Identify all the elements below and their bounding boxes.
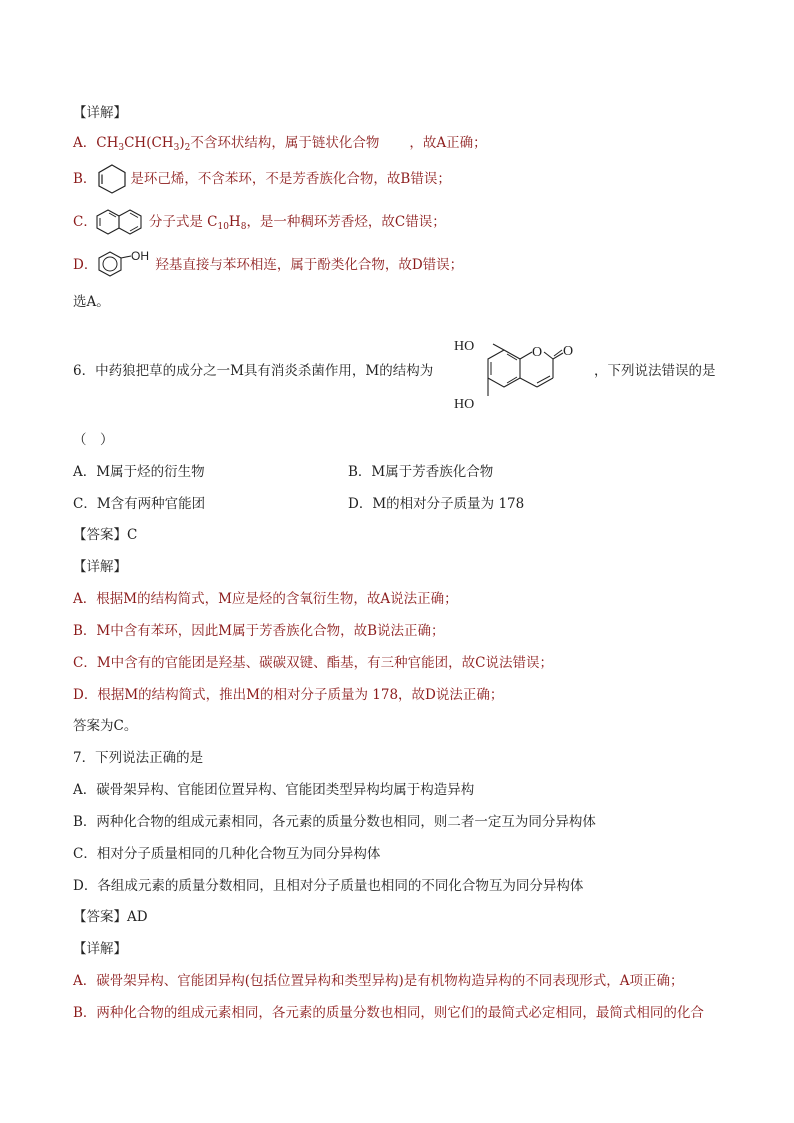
phenol-structure-icon bbox=[96, 249, 156, 279]
carbonyl-oxygen-label: O bbox=[563, 344, 574, 359]
q6-stem-part1: 6．中药狼把草的成分之一M具有消炎杀菌作用，M的结构为 bbox=[73, 363, 434, 379]
q6-option-b: B．M属于芳香族化合物 bbox=[348, 464, 494, 480]
option-a-explanation: A．$CH_3CH(CH_3)_2$不含环状结构，属于链状化合物 ，故A正确； bbox=[73, 135, 487, 153]
option-d-explanation: D． 羟基直接与苯环相连，属于酚类化合物，故D错误； bbox=[73, 257, 464, 273]
naphthalene-structure-icon bbox=[96, 207, 144, 237]
q6-explain-d: D．根据M的结构简式，推出M的相对分子质量为 178，故D说法正确； bbox=[73, 687, 504, 703]
q6-answer: 【答案】C bbox=[73, 527, 138, 543]
conclusion-1: 选A。 bbox=[73, 294, 110, 310]
detail-heading: 【详解】 bbox=[73, 105, 127, 121]
q6-detail-heading: 【详解】 bbox=[73, 559, 127, 575]
q7-answer: 【答案】AD bbox=[73, 909, 148, 925]
ho-label-top: HO bbox=[454, 339, 475, 354]
option-b-explanation: B． 是环己烯，不含苯环，不是芳香族化合物，故B错误； bbox=[73, 171, 451, 187]
ring-oxygen-label: O bbox=[532, 345, 543, 360]
q7-option-b: B．两种化合物的组成元素相同，各元素的质量分数也相同，则二者一定互为同分异构体 bbox=[73, 814, 596, 830]
q6-paren: （ ） bbox=[73, 432, 114, 448]
q6-explain-a: A．根据M的结构简式，M应是烃的含氧衍生物，故A说法正确； bbox=[73, 591, 458, 607]
q6-explain-c: C．M中含有的官能团是羟基、碳碳双键、酯基，有三种官能团，故C说法错误； bbox=[73, 655, 553, 671]
q7-stem: 7．下列说法正确的是 bbox=[73, 750, 204, 766]
q7-option-c: C．相对分子质量相同的几种化合物互为同分异构体 bbox=[73, 846, 381, 862]
q7-explain-a: A．碳骨架异构、官能团异构(包括位置异构和类型异构)是有机物构造异构的不同表现形式，A项正确； bbox=[73, 973, 684, 989]
option-c-explanation: C． 分子式是 $C_{10}H_8$，是一种稠环芳香烃，故C错误； bbox=[73, 214, 446, 232]
q6-explain-b: B．M中含有苯环，因此M属于芳香族化合物，故B说法正确； bbox=[73, 623, 445, 639]
q6-stem-part2: ，下列说法错误的是 bbox=[594, 363, 716, 379]
q6-conclusion: 答案为C。 bbox=[73, 718, 138, 734]
q6-option-d: D．M的相对分子质量为 178 bbox=[348, 496, 525, 512]
q7-detail-heading: 【详解】 bbox=[73, 941, 127, 957]
coumarin-structure bbox=[448, 336, 594, 418]
q7-option-a: A．碳骨架异构、官能团位置异构、官能团类型异构均属于构造异构 bbox=[73, 782, 475, 798]
cyclohexene-structure-icon bbox=[95, 163, 129, 195]
q6-option-a: A．M属于烃的衍生物 bbox=[73, 464, 205, 480]
q7-option-d: D．各组成元素的质量分数相同，且相对分子质量也相同的不同化合物互为同分异构体 bbox=[73, 878, 584, 894]
q6-option-c: C．M含有两种官能团 bbox=[73, 496, 206, 512]
oh-label: OH bbox=[131, 249, 149, 263]
ho-label-bottom: HO bbox=[454, 397, 475, 412]
q7-explain-b: B．两种化合物的组成元素相同，各元素的质量分数也相同，则它们的最简式必定相同，最简式相同的化合 bbox=[73, 1005, 704, 1021]
